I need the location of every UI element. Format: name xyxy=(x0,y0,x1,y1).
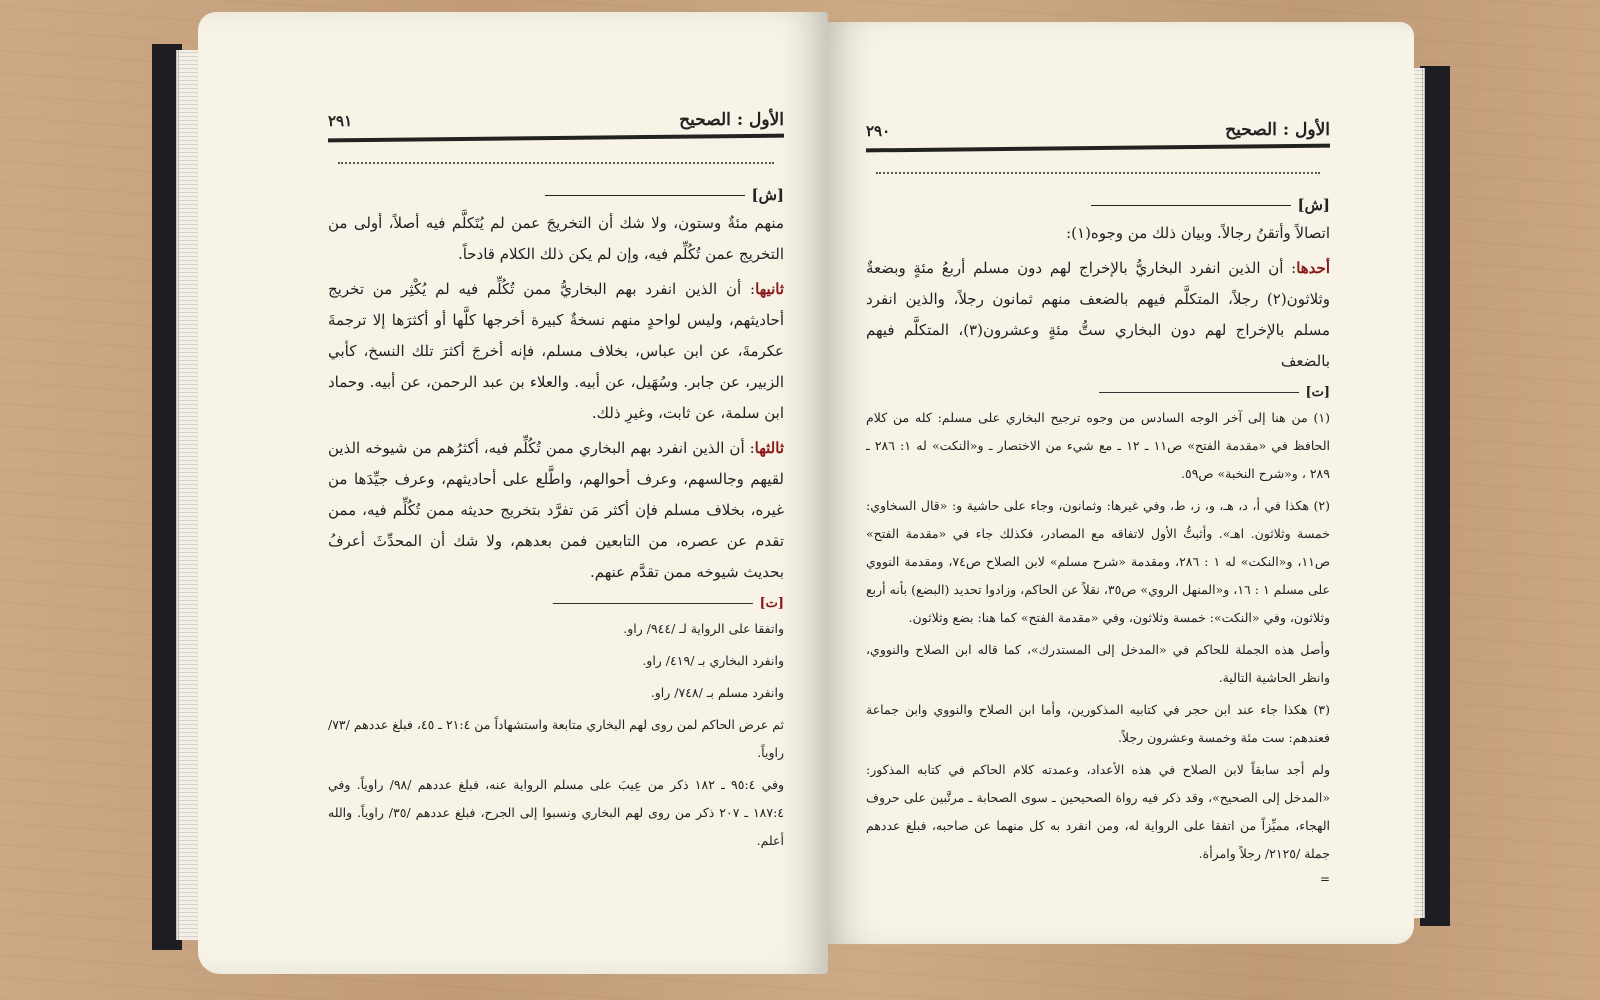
footnote: (٢) هكذا في أ، د، هـ، و، ز، ط، وفي غيرها: وثمانون، وجاء على حاشية و: «قال السخاوي: خمسة وثلاثون. اهـ». وأثبتُّ الأول لاتفاقه مع المصادر، فكذلك جاء في «مقدمة الفتح» ص١١، و«النكت» له ١ : ٢٨٦، ومقدمة «شرح مسلم» لابن الصلاح ص٧٤، ومقدمة النووي على مسلم ١ : ١٦، و«المنهل الروي» ص٣٥، نقلاً عن الحاكم، وزادوا تحديد (البضع) بأنه أربع وثلاثون، وفي «النكت»: خمسة وثلاثون، وفي «مقدمة الفتح» كما هنا: بضع وثلاثون. xyxy=(866,498,1331,625)
footnote: ولم أجد سابقاً لابن الصلاح في هذه الأعداد، وعمدته كلام الحاكم في كتابه المذكور: «المدخل إلى الصحيح»، وقد ذكر فيه رواة الصحيحين ـ سوى الصحابة ـ مرتَّبين على حروف الهجاء، مميِّزاً من اتفقا على الرواية له، ومن انفرد به كل منهما عن صاحبه، فبلغ عددهم جملة /٢١٢٥/ رجلاً وامرأة. xyxy=(866,762,1330,861)
right-page xyxy=(826,22,1414,944)
notes-marker: [ت] xyxy=(866,385,1330,400)
footnote: (٣) هكذا جاء عند ابن حجر في كتابيه المذكورين، وأما ابن الصلاح والنووي وابن جماعة فعندهم: ست مئة وخمسة وعشرون رجلاً. xyxy=(866,702,1330,745)
page-header xyxy=(866,120,1330,140)
footnote: (١) من هنا إلى آخر الوجه السادس من وجوه ترجيح البخاري على مسلم: كله من كلام الحافظ في «مقدمة الفتح» ص١١ ـ ١٢ ـ مع شيء من الاختصار ـ و«النكت» له ١: ٢٨٦ ـ ٢٨٩ ، و«شرح النخبة» ص٥٩. xyxy=(866,410,1330,481)
footnote: وانفرد مسلم بـ /٧٤٨/ راو. xyxy=(650,685,784,700)
footnote: وفي ٩٥:٤ ـ ١٨٢ ذكر من عِيبَ على مسلم الرواية عنه، فبلغ عددهم /٩٨/ راوياً. وفي ١٨٧:٤ ـ ٢٠٧ ذكر من روى لهم البخاري ونسبوا إلى الجرح، فبلغ عددهم /٣٥/ راوياً. والله أعلم. xyxy=(328,777,785,848)
dotted-divider xyxy=(338,162,774,164)
paragraph: أحدها: أن الذين انفرد البخاريُّ بالإخراج لهم دون مسلم أربعُ مئةٍ وبضعةٌ وثلاثون(٢) رجلاً، المتكلَّم فيهم بالضعف منهم ثمانون رجلاً، والذين انفرد مسلم بالإخراج لهم دون البخاري ستُّ مئةٍ وعشرون(٣)، المتكلَّم فيهم بالضعف xyxy=(866,259,1330,370)
page-header xyxy=(328,110,784,130)
body-text xyxy=(866,218,1330,377)
page-number: ٢٩٠ xyxy=(866,122,891,140)
body-text xyxy=(328,208,784,588)
continuation-mark: = xyxy=(1319,872,1330,886)
footnote: ثم عرض الحاكم لمن روى لهم البخاري متابعة واستشهاداً من ٢١:٤ ـ ٤٥، فبلغ عددهم /٧٣/ راوياً. xyxy=(328,717,785,760)
paragraph: اتصالاً وأتقنُ رجالاً. وبيان ذلك من وجوه(١): xyxy=(1066,224,1330,242)
footnote: واتفقا على الرواية لـ /٩٤٤/ راو. xyxy=(623,621,784,636)
paragraph: ثانيها: أن الذين انفرد بهم البخاريُّ ممن تُكُلِّم فيه لم يُكْثِر من تخريج أحاديثهم، وليس لواحدٍ منهم نسخةٌ كبيرة أخرجها كلَّها أو أكثرَها إلا ترجمةَ عكرمةَ، عن ابن عباس، بخلاف مسلم، فإنه أخرجَ أكثرَ تلك النسخ، كأبي الزبير، عن جابر. وسُهَيل، عن أبيه. والعلاء بن عبد الرحمن، عن أبيه. وحماد ابن سلمة، عن ثابت، وغيرِ ذلك. xyxy=(328,280,784,422)
dotted-divider xyxy=(876,172,1320,174)
page-number: ٢٩١ xyxy=(328,112,353,130)
header-title: الأول : الصحيح xyxy=(1225,120,1330,140)
footnote: وأصل هذه الجملة للحاكم في «المدخل إلى المستدرك»، كما قاله ابن الصلاح والنووي، وانظر الحاشية التالية. xyxy=(866,642,1330,685)
header-rule xyxy=(866,144,1330,153)
left-page xyxy=(198,12,828,974)
section-marker: [ش] xyxy=(866,196,1330,214)
section-marker: [ش] xyxy=(328,186,784,204)
paragraph: منهم مئةٌ وستون، ولا شك أن التخريجَ عمن لم يُتَكلَّم فيه أصلاً، أولى من التخريج عمن تُكُلِّم فيه، وإن لم يكن ذلك الكلام قادحاً. xyxy=(328,214,784,263)
footnotes xyxy=(866,385,1330,886)
header-title: الأول : الصحيح xyxy=(679,110,784,130)
footnote: وانفرد البخاري بـ /٤١٩/ راو. xyxy=(642,653,784,668)
footnotes xyxy=(328,596,784,855)
paragraph: ثالثها: أن الذين انفرد بهم البخاري ممن تُكُلِّم فيه، أكثرُهم من شيوخه الذين لقيهم وجالسهم، وعرف أحوالهم، واطَّلع على أحاديثهم، وعرف جيِّدَها من غيره، بخلاف مسلم فإن أكثر مَن تفرَّد بتخريج حديثه ممن تُكُلِّم فيه، ممن تقدم عن عصره، من التابعين فمن بعدهم، ولا شك أن المحدِّثَ أعرفُ بحديث شيوخه ممن تقدَّم عنهم. xyxy=(328,439,784,581)
header-rule xyxy=(328,134,784,143)
notes-marker: [ت] xyxy=(328,596,784,611)
